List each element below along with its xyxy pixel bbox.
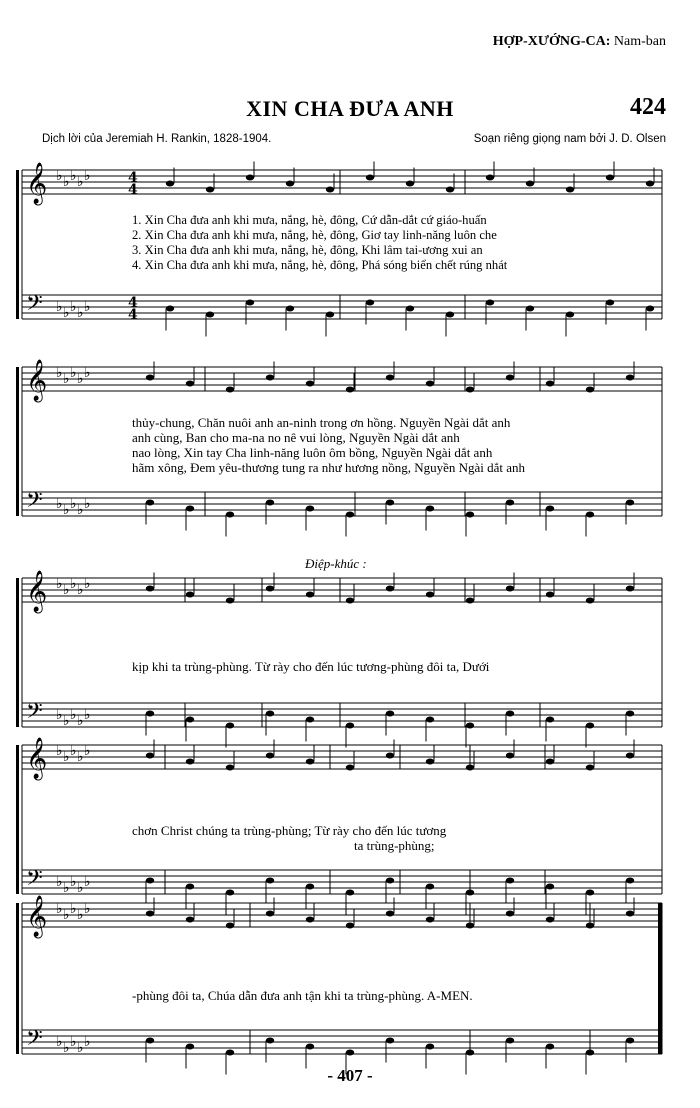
treble-clef: 𝄞	[26, 571, 48, 612]
flat-sign: ♭	[77, 880, 84, 896]
flat-sign: ♭	[70, 874, 77, 890]
notehead	[206, 312, 214, 318]
lyric-verse-1-line-1: 1. Xin Cha đưa anh khi mưa, nắng, hè, đông, Cứ dẫn-dắt cứ giáo-huấn	[132, 213, 487, 227]
notehead	[386, 500, 394, 506]
lyric-verse-3-line-1: 3. Xin Cha đưa anh khi mưa, nắng, hè, đông, Khi lâm tai-ương xui an	[132, 243, 483, 257]
lyric-verse-2-line-1: 2. Xin Cha đưa anh khi mưa, nắng, hè, đông, Giơ tay linh-năng luôn che	[132, 228, 497, 242]
notehead	[626, 711, 634, 717]
notehead	[546, 759, 554, 765]
notehead	[186, 1044, 194, 1050]
notehead	[606, 300, 614, 306]
notehead	[186, 884, 194, 890]
notehead	[466, 512, 474, 518]
notehead	[306, 381, 314, 387]
lyric-verse-3-line-2: nao lòng, Xin tay Cha linh-năng luôn ôm bồng, Nguyền Ngài dắt anh	[132, 445, 493, 460]
hymn-title: XIN CHA ĐƯA ANH	[246, 96, 454, 121]
flat-sign: ♭	[77, 371, 84, 387]
flat-sign: ♭	[63, 713, 70, 729]
flat-sign: ♭	[56, 707, 63, 723]
notehead	[166, 181, 174, 187]
flat-sign: ♭	[84, 299, 91, 315]
notehead	[286, 306, 294, 312]
notehead	[386, 911, 394, 917]
notehead	[146, 500, 154, 506]
notehead	[586, 1050, 594, 1056]
notehead	[426, 759, 434, 765]
bass-clef: 𝄢	[26, 1026, 43, 1056]
notehead	[346, 1050, 354, 1056]
notehead	[246, 300, 254, 306]
flat-sign: ♭	[84, 168, 91, 184]
notehead	[546, 592, 554, 598]
system-bracket	[16, 578, 19, 727]
notehead	[506, 753, 514, 759]
notehead	[146, 878, 154, 884]
notehead	[146, 375, 154, 381]
notehead	[326, 312, 334, 318]
flat-sign: ♭	[56, 168, 63, 184]
notehead	[446, 312, 454, 318]
flat-sign: ♭	[70, 1034, 77, 1050]
lyric-line-4: chơn Christ chúng ta trùng-phùng; Từ rày cho đến lúc tương	[132, 823, 447, 838]
notehead	[306, 917, 314, 923]
notehead	[486, 175, 494, 181]
flat-sign: ♭	[70, 365, 77, 381]
notehead	[506, 375, 514, 381]
notehead	[546, 717, 554, 723]
notehead	[366, 300, 374, 306]
notehead	[386, 753, 394, 759]
notehead	[426, 1044, 434, 1050]
notehead	[146, 586, 154, 592]
bass-clef: 𝄢	[26, 488, 43, 518]
notehead	[546, 884, 554, 890]
system-bracket	[16, 170, 19, 319]
notehead	[626, 911, 634, 917]
notehead	[426, 717, 434, 723]
notehead	[506, 911, 514, 917]
notehead	[426, 917, 434, 923]
notehead	[306, 592, 314, 598]
notehead	[546, 506, 554, 512]
notehead	[626, 500, 634, 506]
notehead	[566, 312, 574, 318]
notehead	[626, 375, 634, 381]
notehead	[226, 723, 234, 729]
header-voice: Nam-ban	[610, 34, 666, 49]
notehead	[246, 175, 254, 181]
notehead	[226, 923, 234, 929]
bass-clef: 𝄢	[26, 866, 43, 896]
flat-sign: ♭	[56, 743, 63, 759]
flat-sign: ♭	[84, 743, 91, 759]
notehead	[646, 181, 654, 187]
final-barline	[658, 903, 662, 1054]
notehead	[146, 711, 154, 717]
flat-sign: ♭	[63, 174, 70, 190]
notehead	[586, 723, 594, 729]
notehead	[306, 884, 314, 890]
notehead	[626, 878, 634, 884]
lyric-line-4-alt: ta trùng-phùng;	[354, 838, 435, 853]
notehead	[566, 187, 574, 193]
flat-sign: ♭	[84, 901, 91, 917]
flat-sign: ♭	[84, 1034, 91, 1050]
notehead	[146, 753, 154, 759]
notehead	[226, 1050, 234, 1056]
notehead	[186, 381, 194, 387]
flat-sign: ♭	[63, 880, 70, 896]
flat-sign: ♭	[84, 576, 91, 592]
notehead	[206, 187, 214, 193]
flat-sign: ♭	[63, 582, 70, 598]
page-number: - 407 -	[327, 1066, 373, 1085]
lyric-verse-4-line-2: hãm xông, Đem yêu-thương tung ra như hương nồng, Nguyền Ngài dắt anh	[132, 460, 526, 475]
notehead	[546, 1044, 554, 1050]
flat-sign: ♭	[63, 1040, 70, 1056]
notehead	[266, 375, 274, 381]
notehead	[306, 506, 314, 512]
notehead	[466, 598, 474, 604]
flat-sign: ♭	[56, 365, 63, 381]
system-bracket	[16, 745, 19, 894]
lyric-line-5: -phùng đôi ta, Chúa dẫn đưa anh tận khi ta trùng-phùng. A-MEN.	[132, 988, 473, 1003]
notehead	[346, 723, 354, 729]
notehead	[266, 753, 274, 759]
notehead	[386, 878, 394, 884]
notehead	[386, 586, 394, 592]
flat-sign: ♭	[63, 305, 70, 321]
notehead	[426, 506, 434, 512]
flat-sign: ♭	[63, 502, 70, 518]
flat-sign: ♭	[70, 576, 77, 592]
arrangement-credit: Soạn riêng giọng nam bởi J. D. Olsen	[473, 133, 666, 145]
flat-sign: ♭	[63, 907, 70, 923]
notehead	[146, 1038, 154, 1044]
notehead	[586, 512, 594, 518]
notehead	[466, 1050, 474, 1056]
lyric-line-3: kịp khi ta trùng-phùng. Từ rày cho đến lúc tương-phùng đôi ta, Dưới	[132, 659, 490, 674]
notehead	[286, 181, 294, 187]
notehead	[506, 878, 514, 884]
lyric-verse-1-line-2: thủy-chung, Chăn nuôi anh an-ninh trong ơn hồng. Nguyền Ngài dắt anh	[132, 415, 511, 430]
hymn-number: 424	[630, 94, 666, 120]
notehead	[166, 306, 174, 312]
notehead	[466, 890, 474, 896]
notehead	[586, 890, 594, 896]
notehead	[226, 598, 234, 604]
notehead	[266, 878, 274, 884]
flat-sign: ♭	[84, 874, 91, 890]
flat-sign: ♭	[77, 305, 84, 321]
flat-sign: ♭	[84, 496, 91, 512]
notehead	[386, 711, 394, 717]
flat-sign: ♭	[77, 174, 84, 190]
notehead	[266, 911, 274, 917]
notehead	[446, 187, 454, 193]
chorus-label: Điệp-khúc :	[305, 556, 367, 571]
notehead	[586, 923, 594, 929]
treble-clef: 𝄞	[26, 360, 48, 401]
notehead	[346, 765, 354, 771]
notehead	[646, 306, 654, 312]
notehead	[226, 765, 234, 771]
bass-clef: 𝄢	[26, 291, 43, 321]
time-signature: 4	[128, 170, 138, 186]
notehead	[226, 387, 234, 393]
notehead	[326, 187, 334, 193]
flat-sign: ♭	[84, 365, 91, 381]
notehead	[346, 598, 354, 604]
header-category: HỢP-XƯỚNG-CA:	[492, 34, 611, 49]
notehead	[306, 717, 314, 723]
flat-sign: ♭	[56, 299, 63, 315]
treble-clef: 𝄞	[26, 896, 48, 937]
notehead	[226, 890, 234, 896]
notehead	[626, 753, 634, 759]
notehead	[586, 598, 594, 604]
notehead	[606, 175, 614, 181]
system-bracket	[16, 903, 19, 1054]
notehead	[346, 512, 354, 518]
notehead	[506, 1038, 514, 1044]
bass-clef: 𝄢	[26, 699, 43, 729]
notehead	[546, 381, 554, 387]
flat-sign: ♭	[56, 874, 63, 890]
time-signature: 4	[128, 295, 138, 311]
notehead	[186, 917, 194, 923]
notehead	[346, 387, 354, 393]
notehead	[626, 1038, 634, 1044]
notehead	[186, 717, 194, 723]
notehead	[586, 765, 594, 771]
flat-sign: ♭	[63, 749, 70, 765]
flat-sign: ♭	[63, 371, 70, 387]
flat-sign: ♭	[77, 1040, 84, 1056]
notehead	[526, 181, 534, 187]
flat-sign: ♭	[70, 496, 77, 512]
flat-sign: ♭	[56, 1034, 63, 1050]
notehead	[406, 306, 414, 312]
notehead	[426, 381, 434, 387]
lyrics-credit: Dịch lời của Jeremiah H. Rankin, 1828-1904.	[42, 133, 272, 145]
flat-sign: ♭	[77, 502, 84, 518]
flat-sign: ♭	[84, 707, 91, 723]
notehead	[186, 592, 194, 598]
time-signature: 4	[128, 182, 138, 198]
flat-sign: ♭	[70, 901, 77, 917]
flat-sign: ♭	[56, 496, 63, 512]
notehead	[406, 181, 414, 187]
notehead	[586, 387, 594, 393]
notehead	[426, 884, 434, 890]
notehead	[486, 300, 494, 306]
flat-sign: ♭	[70, 299, 77, 315]
notehead	[506, 711, 514, 717]
notehead	[186, 759, 194, 765]
treble-clef: 𝄞	[26, 738, 48, 779]
system-bracket	[16, 367, 19, 516]
notehead	[146, 911, 154, 917]
notehead	[466, 387, 474, 393]
notehead	[306, 1044, 314, 1050]
notehead	[186, 506, 194, 512]
flat-sign: ♭	[56, 901, 63, 917]
notehead	[546, 917, 554, 923]
notehead	[306, 759, 314, 765]
flat-sign: ♭	[70, 707, 77, 723]
treble-clef: 𝄞	[26, 163, 48, 204]
notehead	[266, 500, 274, 506]
flat-sign: ♭	[77, 713, 84, 729]
notehead	[526, 306, 534, 312]
time-signature: 4	[128, 307, 138, 323]
notehead	[266, 586, 274, 592]
notehead	[466, 765, 474, 771]
notehead	[386, 375, 394, 381]
notehead	[386, 1038, 394, 1044]
notehead	[426, 592, 434, 598]
lyric-verse-4-line-1: 4. Xin Cha đưa anh khi mưa, nắng, hè, đông, Phá sóng biển chết rúng nhát	[132, 258, 508, 272]
notehead	[346, 923, 354, 929]
notehead	[366, 175, 374, 181]
flat-sign: ♭	[70, 743, 77, 759]
notehead	[346, 890, 354, 896]
notehead	[226, 512, 234, 518]
notehead	[506, 500, 514, 506]
notehead	[266, 711, 274, 717]
flat-sign: ♭	[77, 907, 84, 923]
notehead	[466, 923, 474, 929]
notehead	[626, 586, 634, 592]
flat-sign: ♭	[77, 749, 84, 765]
notehead	[466, 723, 474, 729]
notehead	[506, 586, 514, 592]
flat-sign: ♭	[70, 168, 77, 184]
flat-sign: ♭	[56, 576, 63, 592]
lyric-verse-2-line-2: anh cùng, Ban cho ma-na no nê vui lòng, Nguyền Ngài dắt anh	[132, 430, 460, 445]
flat-sign: ♭	[77, 582, 84, 598]
notehead	[266, 1038, 274, 1044]
